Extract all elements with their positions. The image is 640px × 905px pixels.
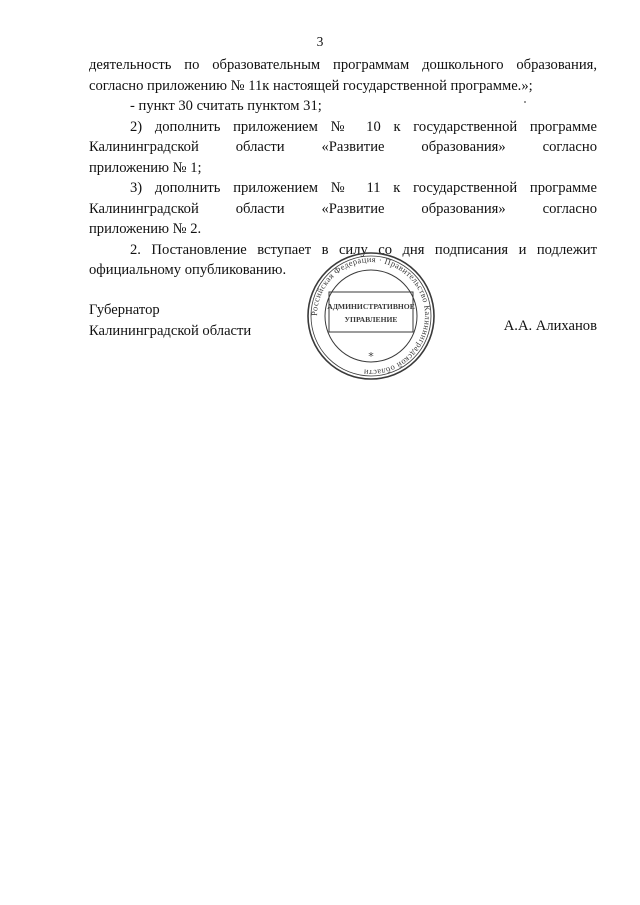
seal-center-line1: АДМИНИСТРАТИВНОЕ — [327, 302, 415, 311]
body-line: 3) дополнить приложением № 11 к государственной программе — [130, 180, 597, 196]
body-line: 2. Постановление вступает в силу со дня подписания и подлежит — [130, 241, 597, 258]
signer-position-line1: Губернатор — [89, 302, 160, 318]
body-line: согласно приложению № 11к настоящей государственной программе.»; — [89, 77, 533, 94]
scan-speck — [524, 101, 526, 103]
body-line: деятельность по образовательным программам дошкольного образования, — [89, 57, 597, 73]
body-line: официальному опубликованию. — [89, 262, 287, 278]
seal-star-icon: * — [368, 350, 374, 363]
body-line: Калининградской области «Развитие образования» согласно — [89, 139, 597, 155]
official-seal — [305, 250, 437, 382]
signer-name: А.А. Алиханов — [503, 318, 597, 334]
page-number: 3 — [316, 34, 324, 49]
seal-ring-text: Российская Федерация · Правительство Калининградской области — [309, 254, 433, 378]
body-line: 2) дополнить приложением № 10 к государственной программе — [130, 118, 597, 135]
signer-position-line2: Калининградской области — [89, 322, 252, 339]
body-line: приложению № 1; — [89, 159, 202, 176]
body-line: приложению № 2. — [89, 221, 202, 237]
body-text — [89, 55, 597, 281]
body-line: Калининградской области «Развитие образования» согласно — [89, 200, 597, 217]
body-line: - пункт 30 считать пунктом 31; — [130, 98, 322, 114]
seal-center-line2: УПРАВЛЕНИЕ — [344, 315, 398, 324]
